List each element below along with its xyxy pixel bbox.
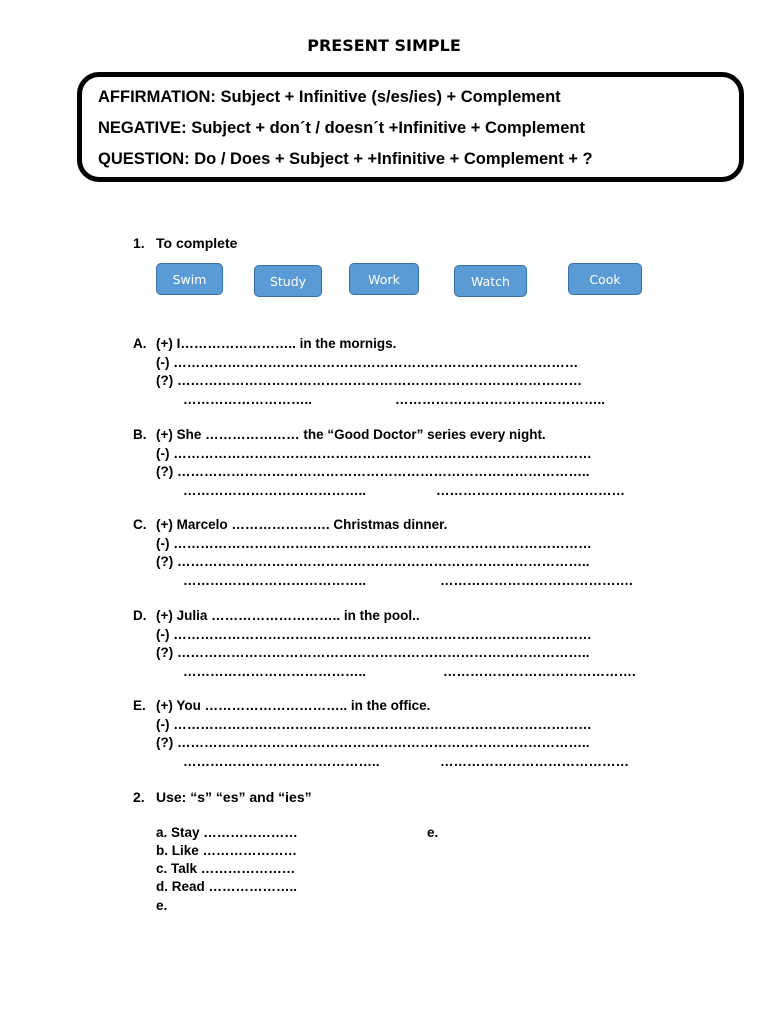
suffix-item-read[interactable]: d. Read ………………..	[156, 879, 298, 894]
exercise-e-question[interactable]: (?) ………………………………………………………………………………..	[156, 735, 590, 750]
exercise-e-answer-right[interactable]: ……………………………………	[440, 754, 629, 769]
exercise-b-negative[interactable]: (-) …………………………………………………………………………………	[156, 446, 592, 461]
suffix-item-stay[interactable]: a. Stay …………………	[156, 825, 298, 840]
section-1-label: To complete	[156, 235, 238, 251]
exercise-b-question[interactable]: (?) ………………………………………………………………………………..	[156, 464, 590, 479]
suffix-item-e-left[interactable]: e.	[156, 898, 168, 913]
verb-chip-watch[interactable]: Watch	[454, 265, 527, 297]
exercise-d-answer-right[interactable]: …………………………………….	[443, 664, 636, 679]
exercise-c-answer-left[interactable]: …………………………………..	[183, 573, 367, 588]
exercise-c-question[interactable]: (?) ………………………………………………………………………………..	[156, 554, 590, 569]
suffix-item-talk[interactable]: c. Talk …………………	[156, 861, 296, 876]
page-title: PRESENT SIMPLE	[307, 36, 461, 55]
verb-chip-swim[interactable]: Swim	[156, 263, 223, 295]
exercise-a-affirmative: (+) I…………………….. in the mornigs.	[156, 336, 397, 351]
rule-negative: NEGATIVE: Subject + don´t / doesn´t +Infinitive + Complement	[98, 119, 585, 137]
exercise-d-answer-left[interactable]: …………………………………..	[183, 664, 367, 679]
exercise-c-affirmative: (+) Marcelo …………………. Christmas dinner.	[156, 517, 448, 532]
exercise-a-letter: A.	[133, 336, 147, 351]
exercise-c-answer-right[interactable]: …………………………………….	[440, 573, 633, 588]
exercise-c-letter: C.	[133, 517, 147, 532]
exercise-e-affirmative: (+) You ………………………….. in the office.	[156, 698, 431, 713]
exercise-a-answer-left[interactable]: ………………………..	[183, 392, 313, 407]
exercise-b-letter: B.	[133, 427, 147, 442]
section-1-number: 1.	[133, 235, 145, 251]
exercise-e-letter: E.	[133, 698, 146, 713]
exercise-a-answer-right[interactable]: ………………………………………..	[395, 392, 606, 407]
exercise-d-letter: D.	[133, 608, 147, 623]
verb-chip-cook[interactable]: Cook	[568, 263, 642, 295]
suffix-item-e-right[interactable]: e.	[427, 825, 439, 840]
exercise-d-negative[interactable]: (-) …………………………………………………………………………………	[156, 627, 592, 642]
exercise-a-negative[interactable]: (-) ………………………………………………………………………………	[156, 355, 579, 370]
exercise-d-question[interactable]: (?) ………………………………………………………………………………..	[156, 645, 590, 660]
exercise-e-answer-left[interactable]: ……………………………………..	[183, 754, 380, 769]
exercise-a-question[interactable]: (?) ………………………………………………………………………………	[156, 373, 582, 388]
rule-question: QUESTION: Do / Does + Subject + +Infinitive + Complement + ?	[98, 150, 593, 168]
section-2-label: Use: “s” “es” and “ies”	[156, 789, 312, 805]
exercise-d-affirmative: (+) Julia ……………………….. in the pool..	[156, 608, 420, 623]
suffix-item-like[interactable]: b. Like …………………	[156, 843, 298, 858]
exercise-b-answer-left[interactable]: …………………………………..	[183, 483, 367, 498]
rule-affirmation: AFFIRMATION: Subject + Infinitive (s/es/ies) + Complement	[98, 88, 561, 106]
verb-chip-study[interactable]: Study	[254, 265, 322, 297]
grammar-rules-box	[77, 72, 744, 182]
verb-chip-work[interactable]: Work	[349, 263, 419, 295]
exercise-e-negative[interactable]: (-) …………………………………………………………………………………	[156, 717, 592, 732]
section-2-number: 2.	[133, 789, 145, 805]
exercise-c-negative[interactable]: (-) …………………………………………………………………………………	[156, 536, 592, 551]
exercise-b-affirmative: (+) She ………………… the “Good Doctor” series every night.	[156, 427, 546, 442]
exercise-b-answer-right[interactable]: ……………………………………	[436, 483, 625, 498]
